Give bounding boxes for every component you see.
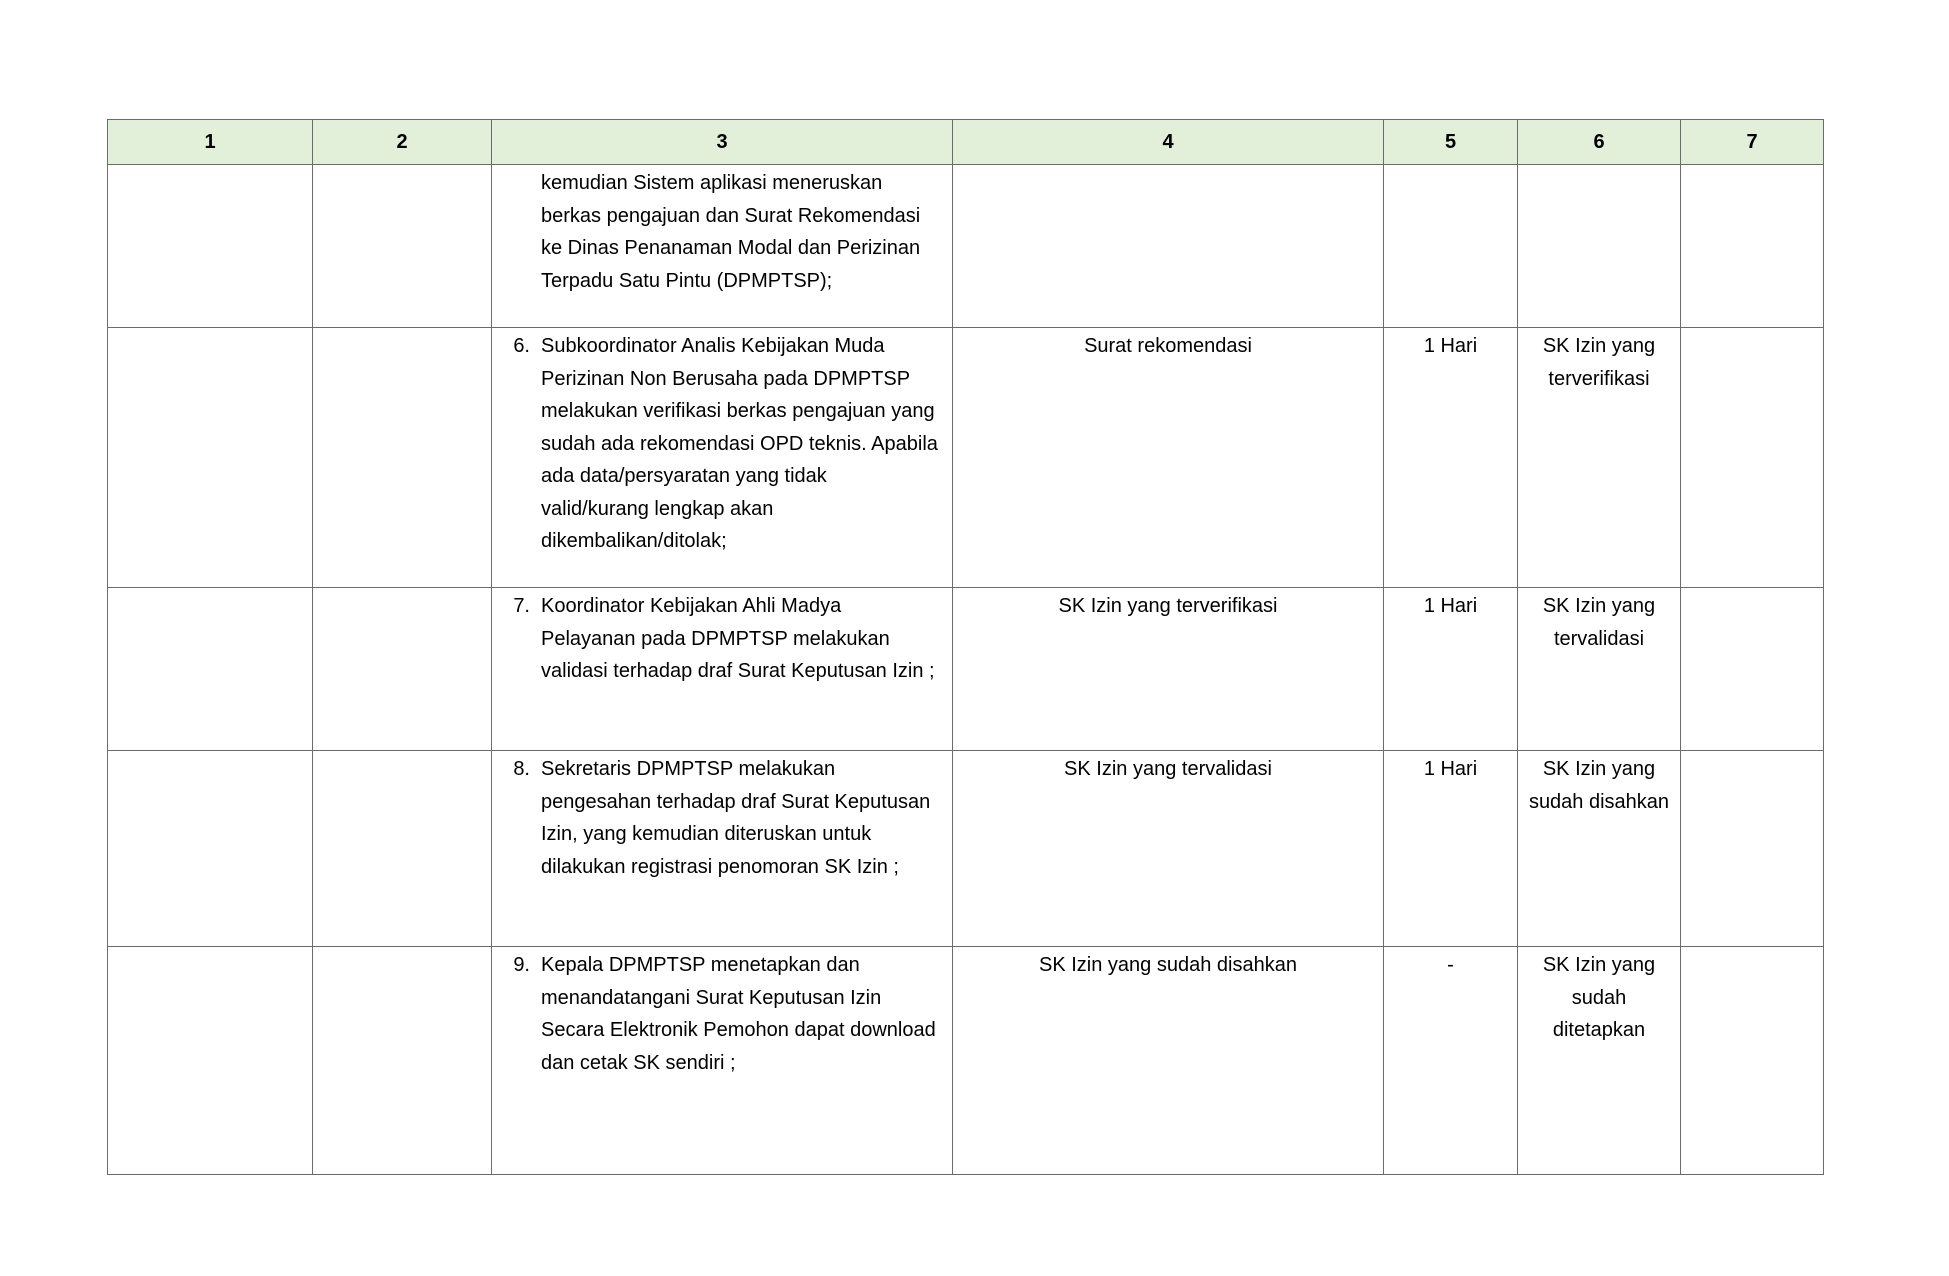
header-row xyxy=(108,120,1824,165)
table-row xyxy=(108,947,1824,1175)
step-number: 9. xyxy=(513,954,530,976)
cell-col-1 xyxy=(108,947,313,1175)
cell-col-1 xyxy=(108,165,313,328)
cell-procedure xyxy=(492,947,953,1175)
cell-col-5: 1 Hari xyxy=(1384,328,1518,588)
procedure-text: Kepala DPMPTSP menetapkan dan menandatangani Surat Keputusan Izin Secara Elektronik Pemohon dapat download dan cetak SK sendiri ; xyxy=(541,954,936,1074)
cell-procedure xyxy=(492,165,953,328)
cell-col-7 xyxy=(1681,588,1824,751)
cell-col-5: 1 Hari xyxy=(1384,751,1518,947)
table-row xyxy=(108,751,1824,947)
header-col-4: 4 xyxy=(953,120,1384,165)
cell-col-7 xyxy=(1681,947,1824,1175)
header-col-7: 7 xyxy=(1681,120,1824,165)
step-number: 6. xyxy=(513,335,530,357)
procedure-text: Sekretaris DPMPTSP melakukan pengesahan terhadap draf Surat Keputusan Izin, yang kemudian diteruskan untuk dilakukan registrasi penomoran SK Izin ; xyxy=(541,758,931,878)
header-col-3: 3 xyxy=(492,120,953,165)
cell-procedure xyxy=(492,328,953,588)
cell-col-4: Surat rekomendasi xyxy=(953,328,1384,588)
cell-col-6: SK Izin yang tervalidasi xyxy=(1518,588,1681,751)
cell-col-7 xyxy=(1681,165,1824,328)
cell-col-6: SK Izin yang sudah disahkan xyxy=(1518,751,1681,947)
cell-col-2 xyxy=(313,165,492,328)
cell-col-1 xyxy=(108,751,313,947)
header-col-5: 5 xyxy=(1384,120,1518,165)
cell-col-5: 1 Hari xyxy=(1384,588,1518,751)
cell-col-4 xyxy=(953,165,1384,328)
procedure-text: Koordinator Kebijakan Ahli Madya Pelayanan pada DPMPTSP melakukan validasi terhadap draf Surat Keputusan Izin ; xyxy=(541,595,935,682)
cell-col-6: SK Izin yang sudah ditetapkan xyxy=(1518,947,1681,1175)
table-row xyxy=(108,328,1824,588)
procedure-text: Subkoordinator Analis Kebijakan Muda Perizinan Non Berusaha pada DPMPTSP melakukan verifikasi berkas pengajuan yang sudah ada rekomendasi OPD teknis. Apabila ada data/persyaratan yang tidak valid/kurang lengkap akan dikembalikan/ditolak; xyxy=(541,335,938,552)
header-col-2: 2 xyxy=(313,120,492,165)
cell-col-4: SK Izin yang tervalidasi xyxy=(953,751,1384,947)
step-number: 7. xyxy=(513,595,530,617)
cell-col-7 xyxy=(1681,751,1824,947)
cell-col-2 xyxy=(313,751,492,947)
table-row xyxy=(108,588,1824,751)
cell-col-2 xyxy=(313,328,492,588)
cell-col-2 xyxy=(313,588,492,751)
sop-table xyxy=(107,119,1824,1175)
cell-col-5 xyxy=(1384,165,1518,328)
cell-col-2 xyxy=(313,947,492,1175)
header-col-1: 1 xyxy=(108,120,313,165)
cell-col-4: SK Izin yang terverifikasi xyxy=(953,588,1384,751)
table-row xyxy=(108,165,1824,328)
cell-procedure xyxy=(492,588,953,751)
cell-col-4: SK Izin yang sudah disahkan xyxy=(953,947,1384,1175)
header-col-6: 6 xyxy=(1518,120,1681,165)
cell-col-7 xyxy=(1681,328,1824,588)
cell-col-1 xyxy=(108,588,313,751)
step-number: 8. xyxy=(513,758,530,780)
procedure-text: kemudian Sistem aplikasi meneruskan berkas pengajuan dan Surat Rekomendasi ke Dinas Penanaman Modal dan Perizinan Terpadu Satu Pintu (DPMPTSP); xyxy=(541,172,921,292)
cell-col-6: SK Izin yang terverifikasi xyxy=(1518,328,1681,588)
cell-col-5: - xyxy=(1384,947,1518,1175)
cell-col-6 xyxy=(1518,165,1681,328)
cell-col-1 xyxy=(108,328,313,588)
cell-procedure xyxy=(492,751,953,947)
